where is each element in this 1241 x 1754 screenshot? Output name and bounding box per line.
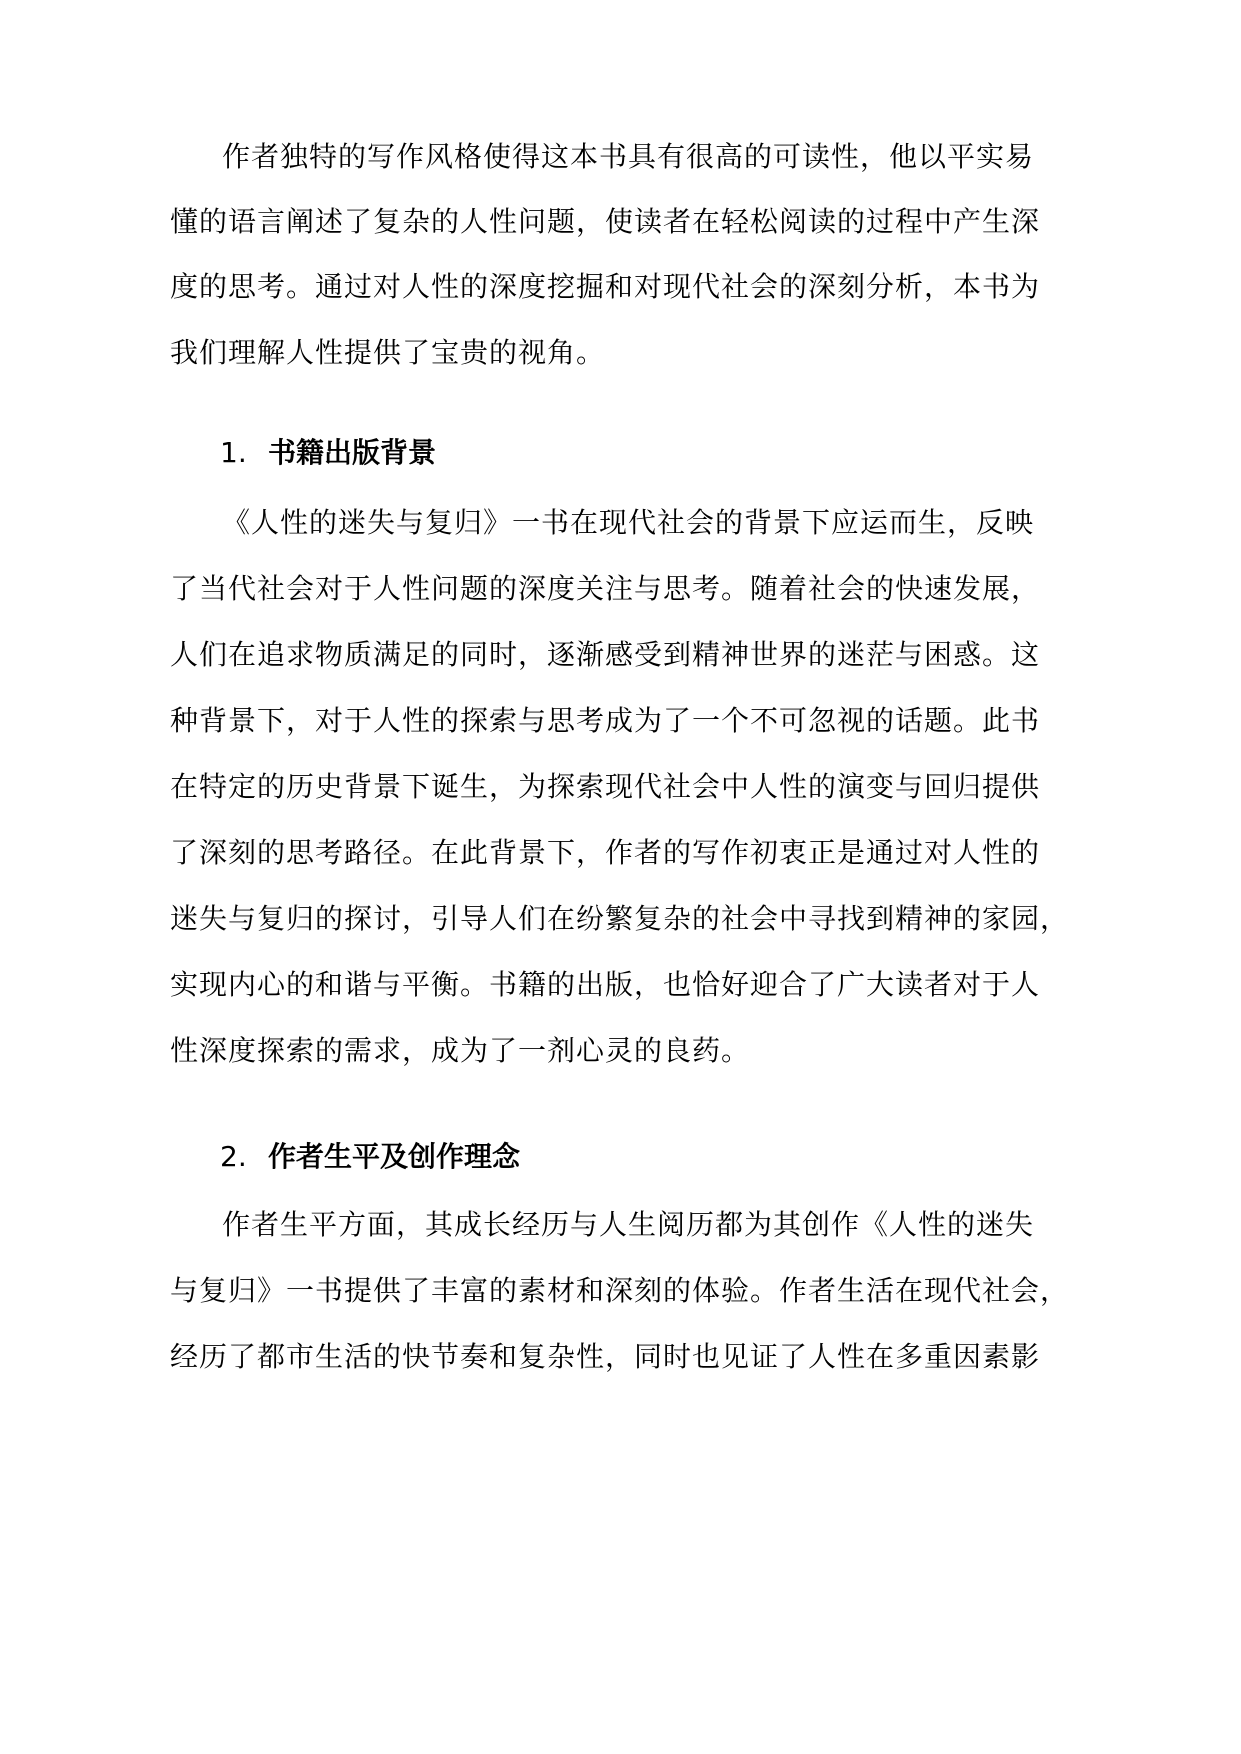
section-1-heading [220, 436, 436, 470]
paragraph-3-line-2: 与复归》一书提供了丰富的素材和深刻的体验。作者生活在现代社会， [170, 1274, 1070, 1307]
paragraph-3-line-1: 作者生平方面，其成长经历与人生阅历都为其创作《人性的迷失 [222, 1208, 1035, 1241]
paragraph-2-line-6: 了深刻的思考路径。在此背景下，作者的写作初衷正是通过对人性的 [170, 836, 1041, 869]
paragraph-1-line-4: 我们理解人性提供了宝贵的视角。 [170, 336, 606, 369]
section-1-number: 1. [220, 436, 247, 469]
paragraph-2-line-1: 《人性的迷失与复归》一书在现代社会的背景下应运而生，反映 [222, 506, 1035, 539]
paragraph-2-line-3: 人们在追求物质满足的同时，逐渐感受到精神世界的迷茫与困惑。这 [170, 638, 1041, 671]
paragraph-2-line-8: 实现内心的和谐与平衡。书籍的出版，也恰好迎合了广大读者对于人 [170, 968, 1041, 1001]
section-1-title: 书籍出版背景 [268, 436, 437, 469]
paragraph-1-line-2: 懂的语言阐述了复杂的人性问题，使读者在轻松阅读的过程中产生深 [170, 205, 1041, 238]
paragraph-3-line-3: 经历了都市生活的快节奏和复杂性，同时也见证了人性在多重因素影 [170, 1340, 1041, 1373]
paragraph-2-line-7: 迷失与复归的探讨，引导人们在纷繁复杂的社会中寻找到精神的家园， [170, 902, 1070, 935]
paragraph-2-line-2: 了当代社会对于人性问题的深度关注与思考。随着社会的快速发展， [170, 572, 1041, 605]
paragraph-1-line-3: 度的思考。通过对人性的深度挖掘和对现代社会的深刻分析，本书为 [170, 270, 1041, 303]
paragraph-2-line-5: 在特定的历史背景下诞生，为探索现代社会中人性的演变与回归提供 [170, 770, 1041, 803]
paragraph-2-line-4: 种背景下，对于人性的探索与思考成为了一个不可忽视的话题。此书 [170, 704, 1041, 737]
section-2-title: 作者生平及创作理念 [268, 1140, 521, 1173]
paragraph-2-line-9: 性深度探索的需求，成为了一剂心灵的良药。 [170, 1034, 751, 1067]
paragraph-1-line-1: 作者独特的写作风格使得这本书具有很高的可读性，他以平实易 [222, 140, 1035, 173]
section-2-number: 2. [220, 1140, 247, 1173]
section-2-heading [220, 1140, 520, 1174]
